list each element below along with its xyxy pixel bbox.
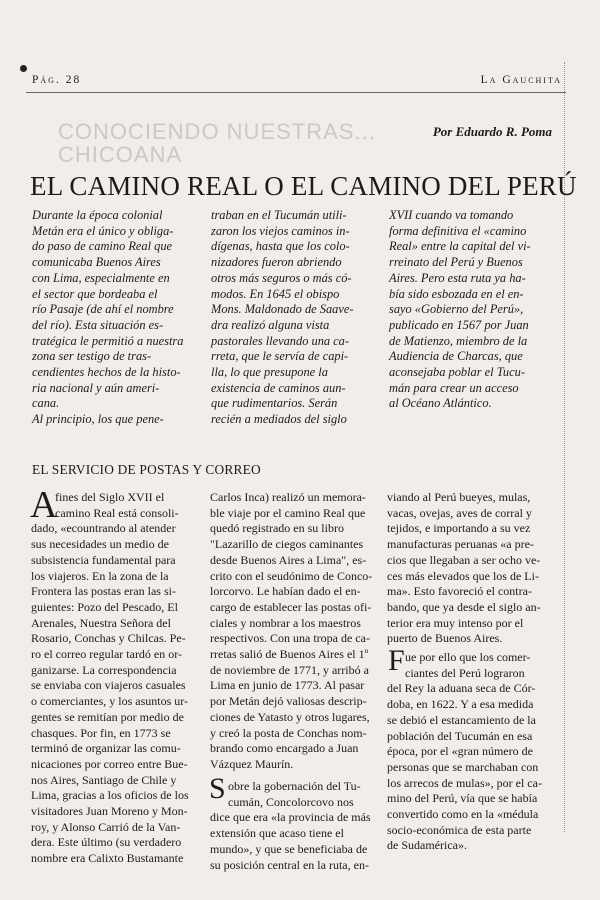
text-line: Frontera las postas eran las si- xyxy=(31,584,176,599)
article-title: EL CAMINO REAL O EL CAMINO DEL PERÚ xyxy=(30,171,577,201)
text-line: río Pasaje (de ahí el nombre xyxy=(32,302,174,317)
text-line: nos Aires, Santiago de Chile y xyxy=(31,772,177,787)
text-line: zona ser testigo de tras- xyxy=(32,349,152,364)
text-line: viando al Perú bueyes, mulas, xyxy=(387,490,531,504)
text-line: Durante la época colonial xyxy=(32,208,163,222)
text-line: do paso de camino Real que xyxy=(32,239,173,254)
header-divider xyxy=(26,92,566,93)
text-line: camino Real está consoli- xyxy=(55,505,179,520)
text-line: brando como encargado a Juan xyxy=(210,741,359,756)
text-line: socio-económica de esta parte xyxy=(387,822,532,837)
text-line: Lima, gracias a los oficios de los xyxy=(31,788,189,803)
text-line: mino del Perú, vía que se había xyxy=(387,791,538,806)
text-line: ria nacional y aún ameri- xyxy=(32,380,160,395)
text-line: ciantes del Perú lograron xyxy=(405,665,525,680)
text-line: de Sudamérica». xyxy=(387,838,467,853)
text-line: Metán era el único y obliga- xyxy=(32,223,174,238)
intro-column-3 xyxy=(389,208,561,412)
text-line: doba, en 1622. Y a esa medida xyxy=(387,697,534,712)
drop-cap: A xyxy=(30,484,58,526)
text-line: Lima en junio de 1773. Al pasar xyxy=(210,678,365,693)
text-line: ganizarse. La correspondencia xyxy=(31,662,177,677)
text-line: con Lima, especialmente en xyxy=(32,270,170,285)
text-line: bía sido esbozada en el en- xyxy=(389,286,524,301)
text-line: ciones de Yatasto y otros lugares, xyxy=(210,709,370,724)
text-line: Vázquez Maurín. xyxy=(210,756,294,771)
text-line: ue por ello que los comer- xyxy=(405,650,531,664)
text-line: ma». Esto favoreció el contra- xyxy=(387,584,532,599)
text-line: traban en el Tucumán utili- xyxy=(211,208,347,222)
text-line: se debió el estancamiento de la xyxy=(387,712,536,727)
text-line: aconsejaba poblar el Tucu- xyxy=(389,365,525,380)
text-line: del río). Esta situación es- xyxy=(32,317,164,332)
intro-column-2 xyxy=(211,208,383,428)
text-line: lla, lo que presupone la xyxy=(211,365,328,380)
text-line: de noviembre de 1771, y arribó a xyxy=(210,662,369,677)
text-line: rretas salió de Buenos Aires el 1º xyxy=(210,647,369,662)
text-line: cana. xyxy=(32,396,60,411)
text-line: se enviaba con viajeros casuales xyxy=(31,678,186,693)
text-line: crito con el seudónimo de Conco- xyxy=(210,568,373,583)
text-line: dice que era «la provincia de más xyxy=(210,810,371,825)
text-line: Rosario, Conchas y Chilcas. Pe- xyxy=(31,631,186,646)
text-line: mundo», y que se beneficiaba de xyxy=(210,841,368,856)
ghost-line: CHICOANA xyxy=(58,142,183,167)
text-line: rreta, que le servía de capi- xyxy=(211,349,349,364)
text-line: pastorales llevando una ca- xyxy=(211,333,349,348)
text-line: Audiencia de Charcas, que xyxy=(389,349,523,364)
text-line: visitadores Juan Moreno y Mon- xyxy=(31,804,188,819)
text-line: el sector que bordeaba el xyxy=(32,286,158,301)
text-line: o comerciantes, y los asuntos ur- xyxy=(31,694,189,709)
text-line: dígenas, hasta que los colo- xyxy=(211,239,350,254)
text-line: "Lazarillo de ciegos caminantes xyxy=(210,537,364,552)
drop-cap: F xyxy=(388,644,405,677)
text-line: fines del Siglo XVII el xyxy=(55,490,165,504)
body-column-3b xyxy=(387,650,555,854)
page-marker-dot xyxy=(20,65,27,72)
text-line: nizadores fueron abriendo xyxy=(211,255,342,270)
text-line: ciales y nombrar a los maestros xyxy=(210,615,361,630)
text-line: nicaciones por correo entre Bue- xyxy=(31,756,188,771)
text-line: manufacturas peruanas «a pre- xyxy=(387,537,534,552)
text-line: comunicaba Buenos Aires xyxy=(32,255,161,270)
text-line: otros más seguros o más có- xyxy=(211,270,352,285)
text-line: los arrecos de mulas», por el ca- xyxy=(387,775,542,790)
text-line: extensión que acaso tiene el xyxy=(210,826,344,841)
text-line: Carlos Inca) realizó un memora- xyxy=(210,490,366,504)
text-line: tratégica le permitió a nuestra xyxy=(32,333,184,348)
body-column-2 xyxy=(210,490,378,773)
text-line: modos. En 1645 el obispo xyxy=(211,286,340,301)
text-line: quedó registrado en su libro xyxy=(210,521,344,536)
text-line: desde Buenos Aires a Lima", es- xyxy=(210,552,367,567)
text-line: los viajeros. En la zona de la xyxy=(31,568,169,583)
section-heading: EL SERVICIO DE POSTAS Y CORREO xyxy=(32,462,261,477)
magazine-name: La Gauchita xyxy=(480,74,562,86)
text-line: puerto de Buenos Aires. xyxy=(387,631,503,646)
text-line: Mons. Maldonado de Saave- xyxy=(211,302,354,317)
text-line: forma definitiva el «camino xyxy=(389,223,527,238)
text-line: cios que llegaban a ser ocho ve- xyxy=(387,552,541,567)
text-line: terminó de organizar las comu- xyxy=(31,741,181,756)
text-line: mán para crear un acceso xyxy=(389,380,519,395)
text-line: población del Tucumán en esa xyxy=(387,728,533,743)
text-line: Real» entre la capital del vi- xyxy=(389,239,531,254)
body-column-3 xyxy=(387,490,555,647)
text-line: publicado en 1567 por Juan xyxy=(389,317,529,332)
text-line: rreinato del Perú y Buenos xyxy=(389,255,523,270)
text-line: que rudimentarios. Serán xyxy=(211,396,338,411)
text-line: XVII cuando va tomando xyxy=(389,208,514,222)
text-line: obre la gobernación del Tu- xyxy=(228,779,361,793)
text-line: dado, «ecountrando al atender xyxy=(31,521,176,536)
text-line: tejidos, e importando a su vez xyxy=(387,521,531,536)
text-line: recién a mediados del siglo xyxy=(211,412,347,427)
text-line: vacas, ovejas, aves de corral y xyxy=(387,505,532,520)
text-line: nombre era Calixto Bustamante xyxy=(31,851,184,866)
text-line: y creó la posta de Conchas nom- xyxy=(210,725,367,740)
text-line: Al principio, los que pene- xyxy=(32,412,164,427)
text-line: dra realizó alguna vista xyxy=(211,317,330,332)
text-line: dera. Este último (su verdadero xyxy=(31,835,182,850)
text-line: sayo «Gobierno del Perú», xyxy=(389,302,524,317)
text-line: cumán, Concolorcovo nos xyxy=(228,794,354,809)
text-line: época, por el «gran número de xyxy=(387,744,533,759)
ghost-line: CONOCIENDO NUESTRAS... xyxy=(58,119,376,144)
text-line: roy, y Alonso Carrió de la Van- xyxy=(31,819,181,834)
text-line: por Metán dejó valiosas descrip- xyxy=(210,694,367,709)
text-line: ro el correo regular tardó en or- xyxy=(31,647,183,662)
text-line: existencia de caminos aun- xyxy=(211,380,346,395)
body-column-2b xyxy=(210,779,378,873)
drop-cap: S xyxy=(209,772,226,805)
text-line: al Océano Atlántico. xyxy=(389,396,492,411)
body-column-1 xyxy=(31,490,191,867)
text-line: subsistencia fundamental para xyxy=(31,552,176,567)
text-line: del Rey la aduana seca de Cór- xyxy=(387,681,536,696)
text-line: zaron los viejos caminos in- xyxy=(211,223,350,238)
page-number: Pág. 28 xyxy=(32,74,82,86)
text-line: chasques. Por fin, en 1773 se xyxy=(31,725,171,740)
text-line: sus necesidades un medio de xyxy=(31,537,169,552)
text-line: guientes: Pozo del Pescado, El xyxy=(31,599,178,614)
intro-column-1 xyxy=(32,208,204,428)
text-line: ces más elevados que los de Li- xyxy=(387,568,539,583)
text-line: terior era muy intenso por el xyxy=(387,615,524,630)
text-line: Aires. Pero esta ruta ya ha- xyxy=(389,270,526,285)
text-line: cendientes hechos de la histo- xyxy=(32,365,181,380)
text-line: de Matienzo, miembro de la xyxy=(389,333,528,348)
text-line: cargo de establecer las postas ofi- xyxy=(210,599,372,614)
text-line: lorcorvo. Le habían dado el en- xyxy=(210,584,361,599)
text-line: respectivos. Con una tropa de ca- xyxy=(210,631,370,646)
text-line: bando, que ya desde el siglo an- xyxy=(387,599,541,614)
text-line: ble viaje por el camino Real que xyxy=(210,505,366,520)
bleed-through-text xyxy=(58,120,376,166)
text-line: Arenales, Nuestra Señora del xyxy=(31,615,171,630)
author-byline: Por Eduardo R. Poma xyxy=(432,124,552,139)
text-line: gentes se remitían por medio de xyxy=(31,709,184,724)
text-line: convertido como en la «médula xyxy=(387,807,539,822)
text-line: su posición central en la ruta, en- xyxy=(210,857,369,872)
text-line: personas que se marchaban con xyxy=(387,759,539,774)
